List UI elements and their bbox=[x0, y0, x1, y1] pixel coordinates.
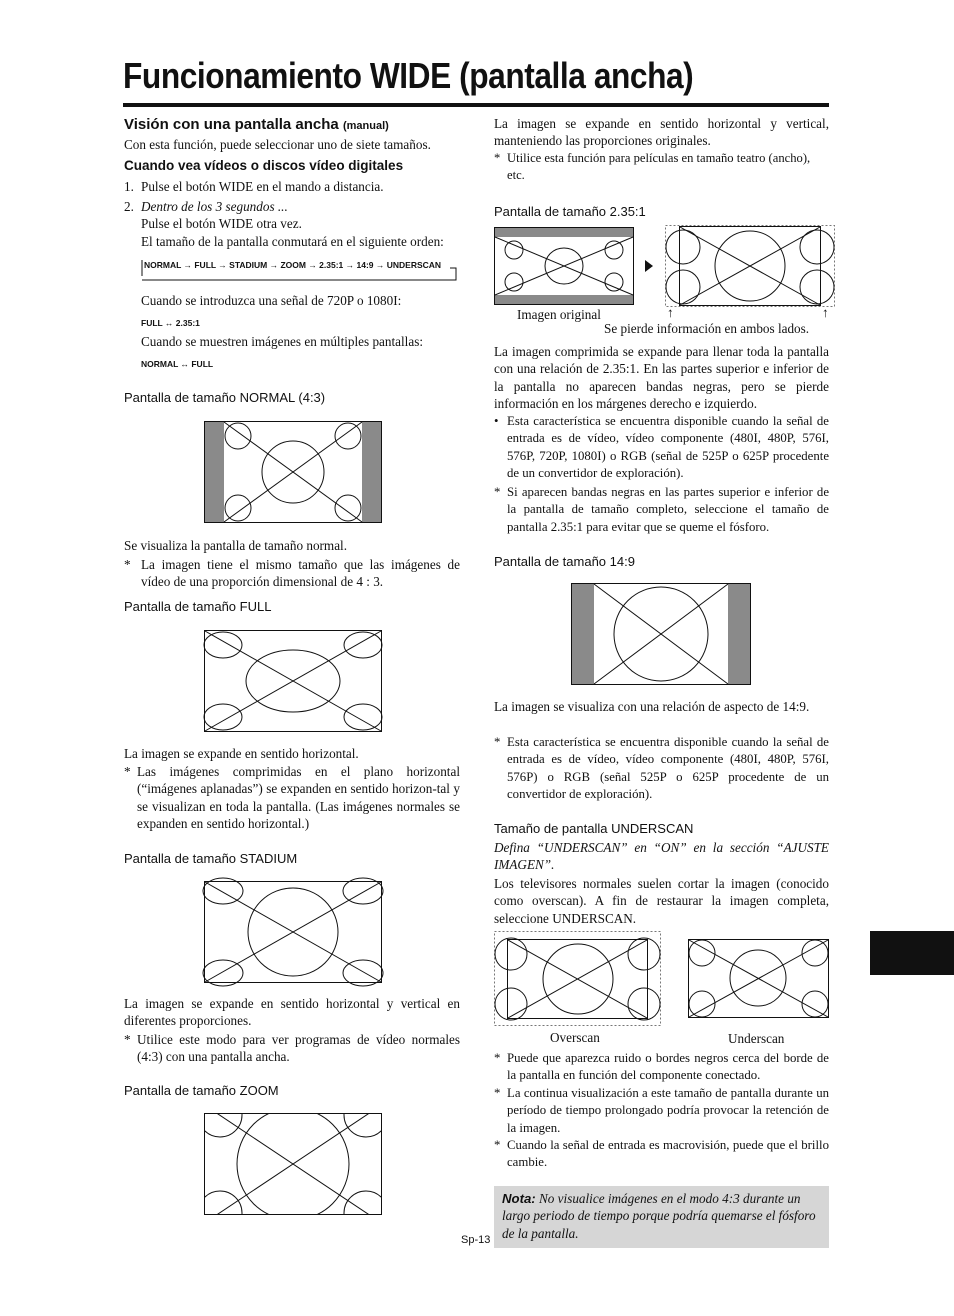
zoom-desc: La imagen se expande en sentido horizontal y vertical, manteniendo las proporciones originales. bbox=[494, 116, 829, 149]
stadium-title: Pantalla de tamaño STADIUM bbox=[124, 851, 298, 866]
zoom-diagram bbox=[204, 1113, 382, 1215]
side-tab bbox=[870, 931, 954, 975]
signal-text: Cuando se introduzca una señal de 720P o 1080I: bbox=[141, 293, 402, 308]
step-1: 1. Pulse el botón WIDE en el mando a distancia. bbox=[124, 179, 384, 194]
under-desc: Los televisores normales suelen cortar la imagen (conocido como overscan). A fin de restaurar la imagen completa, seleccione UNDERSCAN. bbox=[494, 876, 829, 926]
full-diagram bbox=[204, 630, 382, 732]
section-heading: Visión con una pantalla ancha (manual) bbox=[124, 116, 389, 133]
stadium-desc: La imagen se expande en sentido horizontal y vertical en diferentes proporciones. bbox=[124, 996, 460, 1029]
label-underscan: Underscan bbox=[728, 1031, 785, 1046]
full-desc: La imagen se expande en sentido horizontal. bbox=[124, 746, 359, 761]
subheading: Cuando vea vídeos o discos vídeo digitales bbox=[124, 158, 404, 173]
step-2: 2. Dentro de los 3 segundos ... bbox=[124, 199, 288, 214]
title-rule bbox=[123, 103, 829, 107]
under-italic: Defina “UNDERSCAN” en “ON” en la sección “AJUSTE IMAGEN”. bbox=[494, 840, 829, 873]
under-note-1: * Puede que aparezca ruido o bordes negros cerca del borde de la pantalla en función del componente conectado. bbox=[494, 1051, 829, 1083]
w235-expanded-diagram bbox=[665, 225, 835, 307]
multi-sequence: NORMAL ↔ FULL bbox=[141, 359, 214, 369]
nota-text: Nota: No visualice imágenes en el modo 4:3 durante un largo periodo de tiempo porque podría quemarse el fósforo de la pantalla. bbox=[502, 1191, 816, 1241]
normal-title: Pantalla de tamaño NORMAL (4:3) bbox=[124, 390, 326, 405]
stadium-diagram bbox=[204, 881, 382, 983]
under-note-2: * La continua visualización a este tamaño de pantalla durante un período de tiempo prolongado podría provocar la retención de la imagen. bbox=[494, 1086, 829, 1135]
w149-title: Pantalla de tamaño 14:9 bbox=[494, 554, 635, 569]
w235-original-diagram bbox=[494, 227, 634, 305]
arrow-up-left-icon: ↑ bbox=[667, 305, 674, 320]
w235-label-original: Imagen original bbox=[517, 307, 601, 322]
arrow-up-right-icon: ↑ bbox=[822, 305, 829, 320]
zoom-title: Pantalla de tamaño ZOOM bbox=[124, 1083, 279, 1098]
page-number: Sp-13 bbox=[461, 1234, 491, 1246]
w149-note: * Esta característica se encuentra disponible cuando la señal de entrada es de vídeo, vídeo componente (480I, 480P, 576I, 576P) o RGB (señal 525P o 625P procedente de un convertidor de exploración). bbox=[494, 735, 829, 802]
full-title: Pantalla de tamaño FULL bbox=[124, 599, 272, 614]
full-note: * Las imágenes comprimidas en el plano horizontal (“imágenes aplanadas”) se expanden en sentido horizon-tal y se visualizan en toda la pantalla. (Las imágenes normales se expanden en sentido horizontal.) bbox=[124, 764, 460, 832]
step-2-line2: Pulse el botón WIDE otra vez. bbox=[141, 216, 302, 231]
w235-desc: La imagen comprimida se expande para llenar toda la pantalla con una relación de 2.35:1. En las partes superior e inferior de la pantalla no aparecen bandas negras, pero se pierde información en los márgenes derecho e izquierdo. bbox=[494, 344, 829, 412]
zoom-note: * Utilice esta función para películas en tamaño teatro (ancho), etc. bbox=[494, 151, 811, 183]
w235-label-lost: Se pierde información en ambos lados. bbox=[604, 321, 810, 336]
w149-diagram bbox=[571, 583, 751, 685]
under-note-3: * Cuando la señal de entrada es macrovisión, puede que el brillo cambie. bbox=[494, 1138, 829, 1170]
w235-note: * Si aparecen bandas negras en las partes superior e inferior de la pantalla de tamaño completo, seleccione el tamaño de pantalla 2.35:1 para evitar que se queme el fósforo. bbox=[494, 485, 829, 534]
w235-bullet: • Esta característica se encuentra disponible cuando la señal de entrada es de vídeo, vídeo componente (480I, 480P, 576I, 576P, 720P, 1080I) o RGB (señal de 525P o 625P procedente de un convertidor de exploración). bbox=[494, 414, 829, 481]
normal-diagram bbox=[204, 421, 382, 523]
w235-title: Pantalla de tamaño 2.35:1 bbox=[494, 204, 646, 219]
order-sequence: NORMAL → FULL → STADIUM → ZOOM → 2.35:1 → 14:9 → UNDERSCAN bbox=[144, 260, 442, 270]
under-title: Tamaño de pantalla UNDERSCAN bbox=[494, 821, 694, 836]
signal-sequence: FULL ↔ 2.35:1 bbox=[141, 318, 200, 328]
arrow-right-icon bbox=[643, 258, 655, 274]
multi-text: Cuando se muestren imágenes en múltiples pantallas: bbox=[141, 334, 423, 349]
normal-desc: Se visualiza la pantalla de tamaño normal. bbox=[124, 538, 348, 553]
stadium-note: * Utilice este modo para ver programas de vídeo normales (4:3) con una pantalla ancha. bbox=[124, 1032, 460, 1065]
intro-text: Con esta función, puede seleccionar uno de siete tamaños. bbox=[124, 137, 431, 152]
normal-note: * La imagen tiene el mismo tamaño que las imágenes de vídeo de una proporción dimensional de 4 : 3. bbox=[124, 557, 460, 590]
overscan-diagram bbox=[494, 931, 662, 1027]
page-title: Funcionamiento WIDE (pantalla ancha) bbox=[123, 55, 694, 96]
label-overscan: Overscan bbox=[550, 1030, 600, 1045]
w149-desc: La imagen se visualiza con una relación de aspecto de 14:9. bbox=[494, 699, 810, 714]
step-2-line3: El tamaño de la pantalla conmutará en el siguiente orden: bbox=[141, 234, 444, 249]
underscan-diagram bbox=[688, 939, 829, 1018]
